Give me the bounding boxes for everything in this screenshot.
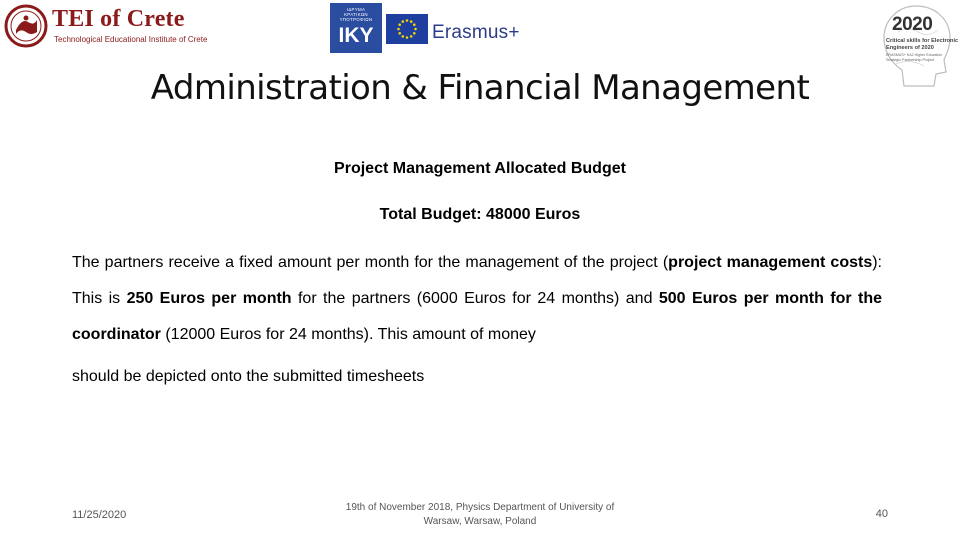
iky-small-text	[330, 3, 382, 22]
paragraph-bold-text: project management costs	[668, 254, 873, 271]
paragraph-text: ): This is	[72, 254, 882, 307]
total-budget: Total Budget: 48000 Euros	[379, 206, 581, 223]
erasmus-logo-text: Erasmus+	[432, 22, 520, 43]
footer-event-line: 19th of November 2018, Physics Department of University of	[345, 502, 615, 513]
tei-name: TEI of Crete	[52, 6, 185, 32]
budget-subheading: Project Management Allocated Budget	[334, 160, 626, 177]
body-paragraph	[72, 245, 882, 395]
iky-small-line: ΥΠΟΤΡΟΦΙΩΝ	[339, 17, 373, 22]
iky-name: IKY	[338, 24, 374, 47]
tei-subtitle: Technological Educational Institute of Crete	[54, 35, 208, 44]
project-logo-line: Engineers of 2020	[886, 45, 934, 51]
project-logo-line: Strategic Partnership Project	[886, 58, 935, 62]
project-logo-line: Critical skills for Electronic	[886, 38, 959, 44]
footer-date: 11/25/2020	[72, 509, 127, 521]
paragraph-bold-text: 500 Euros per month for the coordinator	[72, 290, 882, 343]
iky-logo	[330, 3, 382, 53]
iky-small-line: ΙΔΡΥΜΑ	[346, 7, 366, 12]
paragraph-text: (12000 Euros for 24 months). This amount of money	[160, 326, 536, 343]
page-number: 40	[875, 508, 888, 520]
tei-crete-logo	[4, 4, 224, 48]
project-logo-line: ERASMUS+ KA2 Higher Education	[886, 53, 943, 57]
footer-event-line: Warsaw, Warsaw, Poland	[423, 516, 537, 527]
paragraph-bold-text: 250 Euros per month	[126, 290, 292, 307]
paragraph-last-line: should be depicted onto the submitted timesheets	[72, 368, 425, 385]
slide-title: Administration & Financial Management	[150, 68, 810, 108]
eu-flag-icon	[386, 14, 428, 44]
iky-small-line: ΚΡΑΤΙΚΩΝ	[344, 12, 368, 17]
project-logo-number: 2020	[892, 14, 933, 35]
footer-event	[320, 501, 640, 529]
paragraph-text: for the partners (6000 Euros for 24 months) and	[291, 290, 659, 307]
paragraph-text: The partners receive a fixed amount per month for the management of the project (	[72, 254, 669, 271]
tei-seal-icon	[4, 4, 48, 48]
